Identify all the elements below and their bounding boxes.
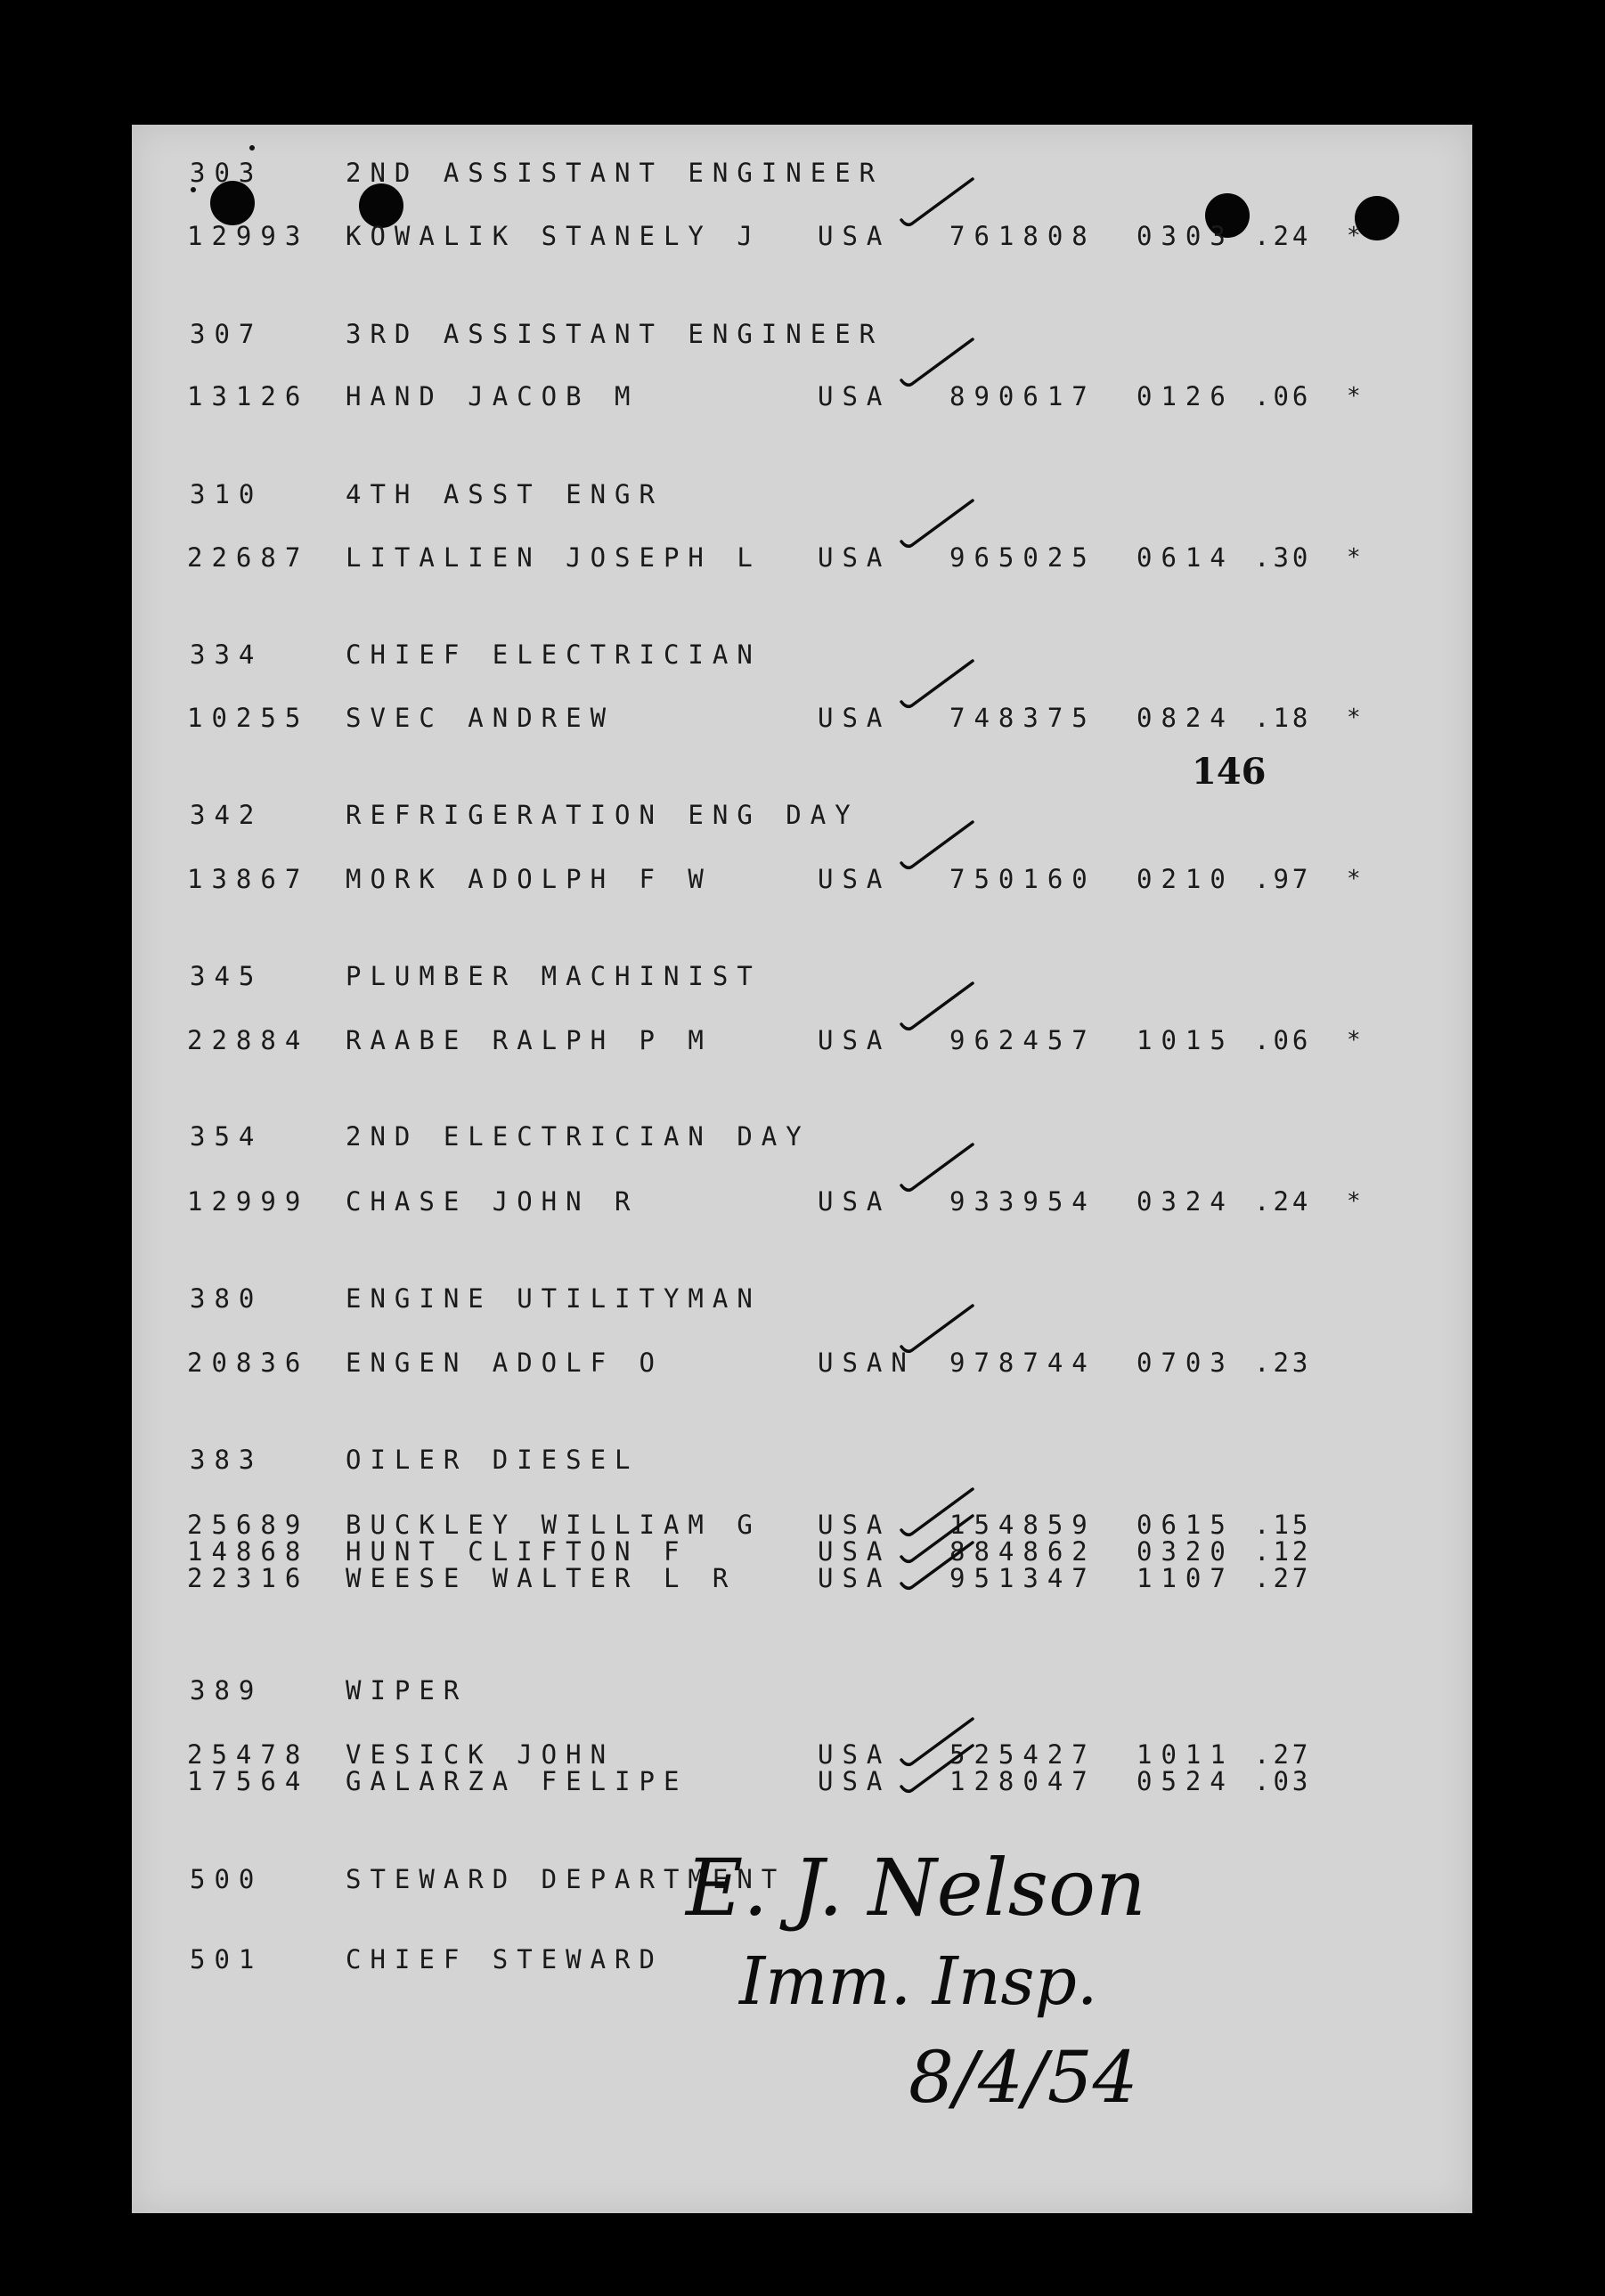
crew-rate: .27 xyxy=(1254,1563,1312,1593)
crew-rate: .06 xyxy=(1254,381,1312,411)
crew-id: 12993 xyxy=(187,221,310,251)
crew-name: WEESE WALTER L R xyxy=(346,1563,737,1593)
crew-name: BUCKLEY WILLIAM G xyxy=(346,1510,762,1540)
position-title: CHIEF STEWARD xyxy=(346,1944,664,1974)
asterisk-mark: * xyxy=(1347,223,1361,249)
crew-code: 0703 xyxy=(1137,1347,1234,1378)
crew-code: 0614 xyxy=(1137,542,1234,573)
asterisk-mark: * xyxy=(1347,866,1361,892)
crew-citizenship: USA xyxy=(818,542,892,573)
position-title: 2ND ELECTRICIAN DAY xyxy=(346,1121,811,1152)
check-mark-icon xyxy=(898,334,978,396)
crew-name: MORK ADOLPH F W xyxy=(346,864,713,894)
crew-id: 22687 xyxy=(187,542,310,573)
crew-id: 25478 xyxy=(187,1739,310,1770)
crew-entry xyxy=(132,216,1472,256)
crew-entry xyxy=(132,1182,1472,1221)
page-number: 146 xyxy=(1192,751,1267,793)
position-title: CHIEF ELECTRICIAN xyxy=(346,639,762,670)
position-code: 345 xyxy=(190,961,264,991)
crew-number: 978744 xyxy=(949,1347,1096,1378)
section-header xyxy=(132,795,1472,835)
section-header xyxy=(132,635,1472,674)
signature-title: Imm. Insp. xyxy=(739,1943,1098,2020)
position-code: 307 xyxy=(190,319,264,349)
inspector-signature xyxy=(623,1817,1265,2155)
position-title: WIPER xyxy=(346,1675,468,1706)
position-code: 500 xyxy=(190,1864,264,1894)
crew-entry xyxy=(132,1510,1472,1539)
check-mark-icon xyxy=(898,978,978,1040)
section-header xyxy=(132,1671,1472,1710)
crew-code: 0303 xyxy=(1137,221,1234,251)
crew-id: 25689 xyxy=(187,1510,310,1540)
crew-citizenship: USA xyxy=(818,1510,892,1540)
crew-number: 748375 xyxy=(949,703,1096,733)
crew-citizenship: USA xyxy=(818,1766,892,1796)
crew-citizenship: USA xyxy=(818,703,892,733)
crew-rate: .06 xyxy=(1254,1025,1312,1055)
crew-citizenship: USA xyxy=(818,381,892,411)
crew-entry xyxy=(132,1564,1472,1592)
crew-id: 13867 xyxy=(187,864,310,894)
crew-id: 12999 xyxy=(187,1186,310,1217)
position-title: OILER DIESEL xyxy=(346,1445,640,1475)
crew-entry xyxy=(132,1021,1472,1060)
asterisk-mark: * xyxy=(1347,704,1361,731)
crew-rate: .12 xyxy=(1254,1536,1312,1567)
section-header xyxy=(132,314,1472,354)
position-code: 310 xyxy=(190,479,264,509)
crew-name: HUNT CLIFTON F xyxy=(346,1536,688,1567)
crew-entry xyxy=(132,859,1472,899)
position-title: STEWARD DEPARTMENT xyxy=(346,1864,786,1894)
check-mark-icon xyxy=(898,655,978,718)
crew-entry xyxy=(132,1740,1472,1769)
asterisk-mark: * xyxy=(1347,1188,1361,1215)
crew-citizenship: USA xyxy=(818,864,892,894)
crew-number: 951347 xyxy=(949,1563,1096,1593)
crew-rate: .30 xyxy=(1254,542,1312,573)
crew-number: 965025 xyxy=(949,542,1096,573)
crew-name: RAABE RALPH P M xyxy=(346,1025,713,1055)
crew-number: 890617 xyxy=(949,381,1096,411)
crew-citizenship: USA xyxy=(818,1536,892,1567)
crew-rate: .24 xyxy=(1254,221,1312,251)
crew-code: 0320 xyxy=(1137,1536,1234,1567)
section-header xyxy=(132,1279,1472,1318)
position-title: 4TH ASST ENGR xyxy=(346,479,664,509)
crew-id: 22316 xyxy=(187,1563,310,1593)
check-mark-icon xyxy=(898,1300,978,1363)
signature-name: E. J. Nelson xyxy=(686,1842,1146,1934)
crew-citizenship: USA xyxy=(818,1186,892,1217)
crew-number: 761808 xyxy=(949,221,1096,251)
position-title: ENGINE UTILITYMAN xyxy=(346,1283,762,1314)
crew-code: 1107 xyxy=(1137,1563,1234,1593)
crew-code: 0824 xyxy=(1137,703,1234,733)
section-header xyxy=(132,475,1472,514)
crew-number: 884862 xyxy=(949,1536,1096,1567)
crew-code: 0324 xyxy=(1137,1186,1234,1217)
crew-number: 128047 xyxy=(949,1766,1096,1796)
crew-entry xyxy=(132,1537,1472,1566)
position-code: 342 xyxy=(190,800,264,830)
crew-name: VESICK JOHN xyxy=(346,1739,615,1770)
position-code: 380 xyxy=(190,1283,264,1314)
crew-code: 1011 xyxy=(1137,1739,1234,1770)
check-mark-icon xyxy=(898,1537,978,1600)
position-title: PLUMBER MACHINIST xyxy=(346,961,762,991)
section-header xyxy=(132,153,1472,192)
crew-rate: .23 xyxy=(1254,1347,1312,1378)
section-header xyxy=(132,1440,1472,1479)
position-code: 354 xyxy=(190,1121,264,1152)
crew-code: 0524 xyxy=(1137,1766,1234,1796)
crew-name: LITALIEN JOSEPH L xyxy=(346,542,762,573)
asterisk-mark: * xyxy=(1347,1027,1361,1054)
crew-rate: .27 xyxy=(1254,1739,1312,1770)
crew-rate: .97 xyxy=(1254,864,1312,894)
crew-citizenship: USA xyxy=(818,1025,892,1055)
section-header xyxy=(132,957,1472,996)
crew-id: 22884 xyxy=(187,1025,310,1055)
crew-citizenship: USA xyxy=(818,221,892,251)
crew-name: KOWALIK STANELY J xyxy=(346,221,762,251)
crew-name: SVEC ANDREW xyxy=(346,703,615,733)
crew-id: 13126 xyxy=(187,381,310,411)
position-code: 334 xyxy=(190,639,264,670)
crew-entry xyxy=(132,1343,1472,1382)
position-code: 383 xyxy=(190,1445,264,1475)
check-mark-icon xyxy=(898,495,978,558)
crew-rate: .24 xyxy=(1254,1186,1312,1217)
crew-number: 750160 xyxy=(949,864,1096,894)
asterisk-mark: * xyxy=(1347,383,1361,410)
crew-id: 10255 xyxy=(187,703,310,733)
crew-number: 962457 xyxy=(949,1025,1096,1055)
position-code: 389 xyxy=(190,1675,264,1706)
signature-date: 8/4/54 xyxy=(908,2036,1138,2119)
crew-number: 525427 xyxy=(949,1739,1096,1770)
crew-name: HAND JACOB M xyxy=(346,381,640,411)
check-mark-icon xyxy=(898,1139,978,1201)
crew-entry xyxy=(132,538,1472,577)
check-mark-icon xyxy=(898,817,978,879)
crew-citizenship: USA xyxy=(818,1739,892,1770)
crew-code: 0615 xyxy=(1137,1510,1234,1540)
asterisk-mark: * xyxy=(1347,544,1361,571)
crew-name: ENGEN ADOLF O xyxy=(346,1347,664,1378)
check-mark-icon xyxy=(898,1740,978,1803)
crew-id: 14868 xyxy=(187,1536,310,1567)
crew-rate: .18 xyxy=(1254,703,1312,733)
position-code: 303 xyxy=(190,158,264,188)
crew-entry xyxy=(132,698,1472,737)
crew-id: 20836 xyxy=(187,1347,310,1378)
crew-name: GALARZA FELIPE xyxy=(346,1766,688,1796)
crew-number: 933954 xyxy=(949,1186,1096,1217)
crew-code: 1015 xyxy=(1137,1025,1234,1055)
crew-code: 0126 xyxy=(1137,381,1234,411)
crew-code: 0210 xyxy=(1137,864,1234,894)
crew-number: 154859 xyxy=(949,1510,1096,1540)
crew-citizenship: USAN xyxy=(818,1347,916,1378)
crew-name: CHASE JOHN R xyxy=(346,1186,640,1217)
crew-id: 17564 xyxy=(187,1766,310,1796)
crew-rate: .03 xyxy=(1254,1766,1312,1796)
section-header xyxy=(132,1117,1472,1156)
crew-entry xyxy=(132,377,1472,416)
crew-entry xyxy=(132,1767,1472,1795)
position-title: 2ND ASSISTANT ENGINEER xyxy=(346,158,884,188)
position-title: 3RD ASSISTANT ENGINEER xyxy=(346,319,884,349)
position-title: REFRIGERATION ENG DAY xyxy=(346,800,860,830)
crew-rate: .15 xyxy=(1254,1510,1312,1540)
crew-citizenship: USA xyxy=(818,1563,892,1593)
position-code: 501 xyxy=(190,1944,264,1974)
check-mark-icon xyxy=(898,174,978,236)
